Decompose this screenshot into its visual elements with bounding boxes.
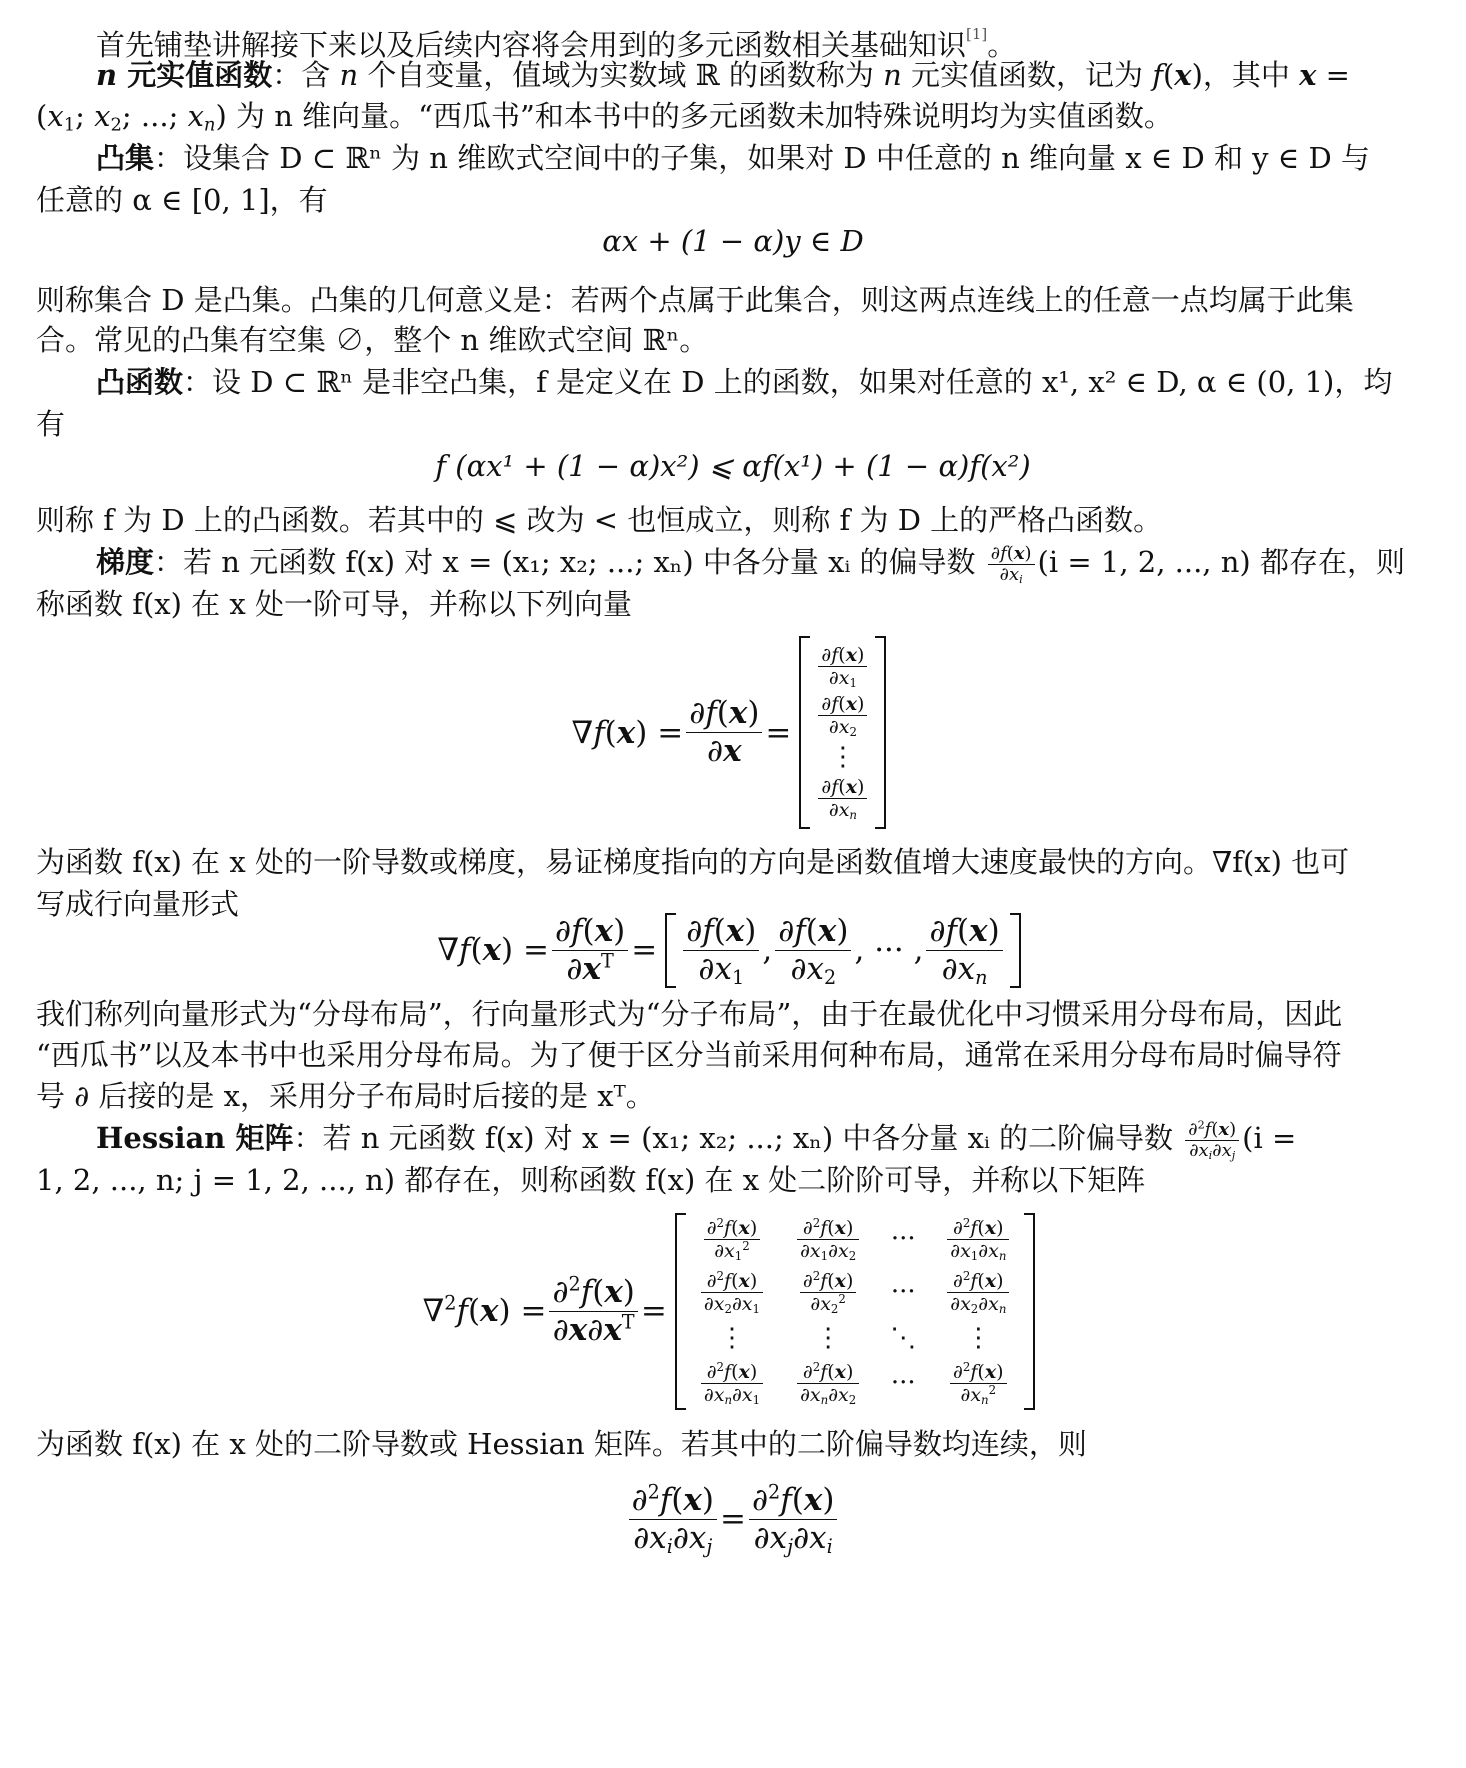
column-vector: $\frac{\partial f(x)}{\partial x_1}$ $\frac{\partial f(x)}{\partial x_2}$ ⋮ $\frac{\partial f(x)}{\partial x_n}$	[799, 636, 886, 829]
gradient-line7: 号 ∂ 后接的是 x，采用分子布局时后接的是 xᵀ。	[36, 1079, 655, 1113]
term-convex-function: 凸函数	[96, 365, 184, 399]
gradient-line4: 写成行向量形式	[36, 887, 240, 921]
term-real-valued: 元实值函数	[127, 58, 273, 92]
convex-fn-equation: f (αx¹ + (1 − α)x²) ⩽ αf(x¹) + (1 − α)f(x²)	[435, 449, 1031, 483]
real-valued-def-line1: n 元实值函数：含 n 个自变量，值域为实数域 ℝ 的函数称为 n 元实值函数，记为 f(x)，其中 x =	[96, 58, 1350, 92]
gradient-column-equation: ∇f(x) = $\frac{\partial f(x)}{\partial x}$ = $\frac{\partial f(x)}{\partial x_1}$ $\frac{\partial f(x)}{\partial x_2}$ ⋮ $\frac{\partial f(x)}{\partial x_n}$	[0, 640, 1466, 825]
convex-fn-line1: 凸函数：设 D ⊂ ℝⁿ 是非空凸集，f 是定义在 D 上的函数，如果对任意的 x¹, x² ∈ D, α ∈ (0, 1)，均	[96, 365, 1393, 399]
citation-ref[interactable]: [1]	[966, 25, 988, 43]
hessian-matrix: $\frac{\partial^2f(x)}{\partial x_1^2}$ $\frac{\partial^2f(x)}{\partial x_1\partial x_2}$ ··· $\frac{\partial^2f(x)}{\partial x_1\partial x_n}$ $\frac{\partial^2f(x)}{\partial x_2\partial x_1}$ $\frac{\partial^2f(x)}{\partial x_2^2}$ ··· $\frac{\partial^2f(x)}{\partial x_2\partial x_n}$ ⋮ ⋮ ⋱ ⋮ $\frac{\partial^2f(x)}{\partial x_n\partial x_1}$ $\frac{\partial^2f(x)}{\partial x_n\partial x_2}$ ··· $\frac{\partial^2f(x)}{\partial x_n^2}$	[675, 1213, 1036, 1410]
real-valued-def-line2: ($x_1$; $x_2$; ...; $x_n$) 为 n 维向量。“西瓜书”和本书中的多元函数未加特殊说明均为实值函数。	[36, 99, 1173, 136]
gradient-line5: 我们称列向量形式为“分母布局”，行向量形式为“分子布局”，由于在最优化中习惯采用分母布局，因此	[36, 997, 1343, 1031]
hessian-line1: Hessian 矩阵：若 n 元函数 f(x) 对 x = (x₁; x₂; ...; xₙ) 中各分量 xᵢ 的二阶偏导数 $\frac{\partial^2f(x)}{\partial x_i\partial x_j}$ (i =	[96, 1117, 1297, 1162]
convex-set-line1: 凸集：设集合 D ⊂ ℝⁿ 为 n 维欧式空间中的子集，如果对 D 中任意的 n 维向量 x ∈ D 和 y ∈ D 与	[96, 141, 1370, 175]
symmetry-equation: $\frac{\partial^2f(x)}{\partial x_i\partial x_j}$ = $\frac{\partial^2f(x)}{\partial x_j\partial x_i}$	[0, 1480, 1466, 1558]
gradient-row-equation: ∇f(x) = $\frac{\partial f(x)}{\partial x^T}$ = $\frac{\partial f(x)}{\partial x_1}$ , $\frac{\partial f(x)}{\partial x_2}$ , ··· , $\frac{\partial f(x)}{\partial x_n}$	[0, 912, 1466, 988]
hessian-line3: 为函数 f(x) 在 x 处的二阶导数或 Hessian 矩阵。若其中的二阶偏导数均连续，则	[36, 1427, 1087, 1461]
convex-set-line3: 则称集合 D 是凸集。凸集的几何意义是：若两个点属于此集合，则这两点连线上的任意一点均属于此集	[36, 283, 1354, 317]
convex-set-line2: 任意的 α ∈ [0, 1]，有	[36, 183, 328, 217]
partial-fraction-inline: $\frac{\partial f(x)}{\partial x_i}$	[988, 544, 1035, 585]
convex-fn-line3: 则称 f 为 D 上的凸函数。若其中的 ⩽ 改为 < 也恒成立，则称 f 为 D 上的严格凸函数。	[36, 503, 1163, 537]
gradient-line6: “西瓜书”以及本书中也采用分母布局。为了便于区分当前采用何种布局，通常在采用分母布局时偏导符	[36, 1038, 1342, 1072]
second-partial-inline: $\frac{\partial^2f(x)}{\partial x_i\partial x_j}$	[1185, 1120, 1239, 1161]
convex-set-equation: αx + (1 − α)y ∈ D	[602, 224, 864, 258]
hessian-equation: ∇$^2$f(x) = $\frac{\partial^2f(x)}{\partial x\partial x^T}$ = $\frac{\partial^2f(x)}{\partial x_1^2}$ $\frac{\partial^2f(x)}{\partial x_1\partial x_2}$ ··· $\frac{\partial^2f(x)}{\partial x_1\partial x_n}$ $\frac{\partial^2f(x)}{\partial x_2\partial x_1}$ $\frac{\partial^2f(x)}{\partial x_2^2}$ ··· $\frac{\partial^2f(x)}{\partial x_2\partial x_n}$ ⋮ ⋮ ⋱ ⋮ $\frac{\partial^2f(x)}{\partial x_n\partial x_1}$ $\frac{\partial^2f(x)}{\partial x_n\partial x_2}$ ··· $\frac{\partial^2f(x)}{\partial x_n^2}$	[0, 1216, 1466, 1406]
term-convex-set: 凸集	[96, 141, 155, 175]
gradient-line2: 称函数 f(x) 在 x 处一阶可导，并称以下列向量	[36, 587, 632, 621]
row-vector: $\frac{\partial f(x)}{\partial x_1}$ , $\frac{\partial f(x)}{\partial x_2}$ , ··· , $\frac{\partial f(x)}{\partial x_n}$	[665, 913, 1021, 988]
term-hessian: Hessian 矩阵	[96, 1121, 294, 1155]
hessian-line2: 1, 2, ..., n; j = 1, 2, ..., n) 都存在，则称函数 f(x) 在 x 处二阶阶可导，并称以下矩阵	[36, 1163, 1146, 1197]
term-gradient: 梯度	[96, 545, 155, 579]
gradient-line3: 为函数 f(x) 在 x 处的一阶导数或梯度，易证梯度指向的方向是函数值增大速度最快的方向。∇f(x) 也可	[36, 845, 1350, 879]
convex-set-line4: 合。常见的凸集有空集 ∅，整个 n 维欧式空间 ℝⁿ。	[36, 323, 709, 357]
convex-fn-line2: 有	[36, 407, 66, 441]
intro-paragraph: 首先铺垫讲解接下来以及后续内容将会用到的多元函数相关基础知识[1]。	[96, 25, 1017, 62]
intro-text: 首先铺垫讲解接下来以及后续内容将会用到的多元函数相关基础知识	[96, 28, 967, 62]
gradient-line1: 梯度：若 n 元函数 f(x) 对 x = (x₁; x₂; ...; xₙ) 中各分量 xᵢ 的偏导数 $\frac{\partial f(x)}{\partial x_i}$ (i = 1, 2, ..., n) 都存在，则	[96, 542, 1405, 586]
